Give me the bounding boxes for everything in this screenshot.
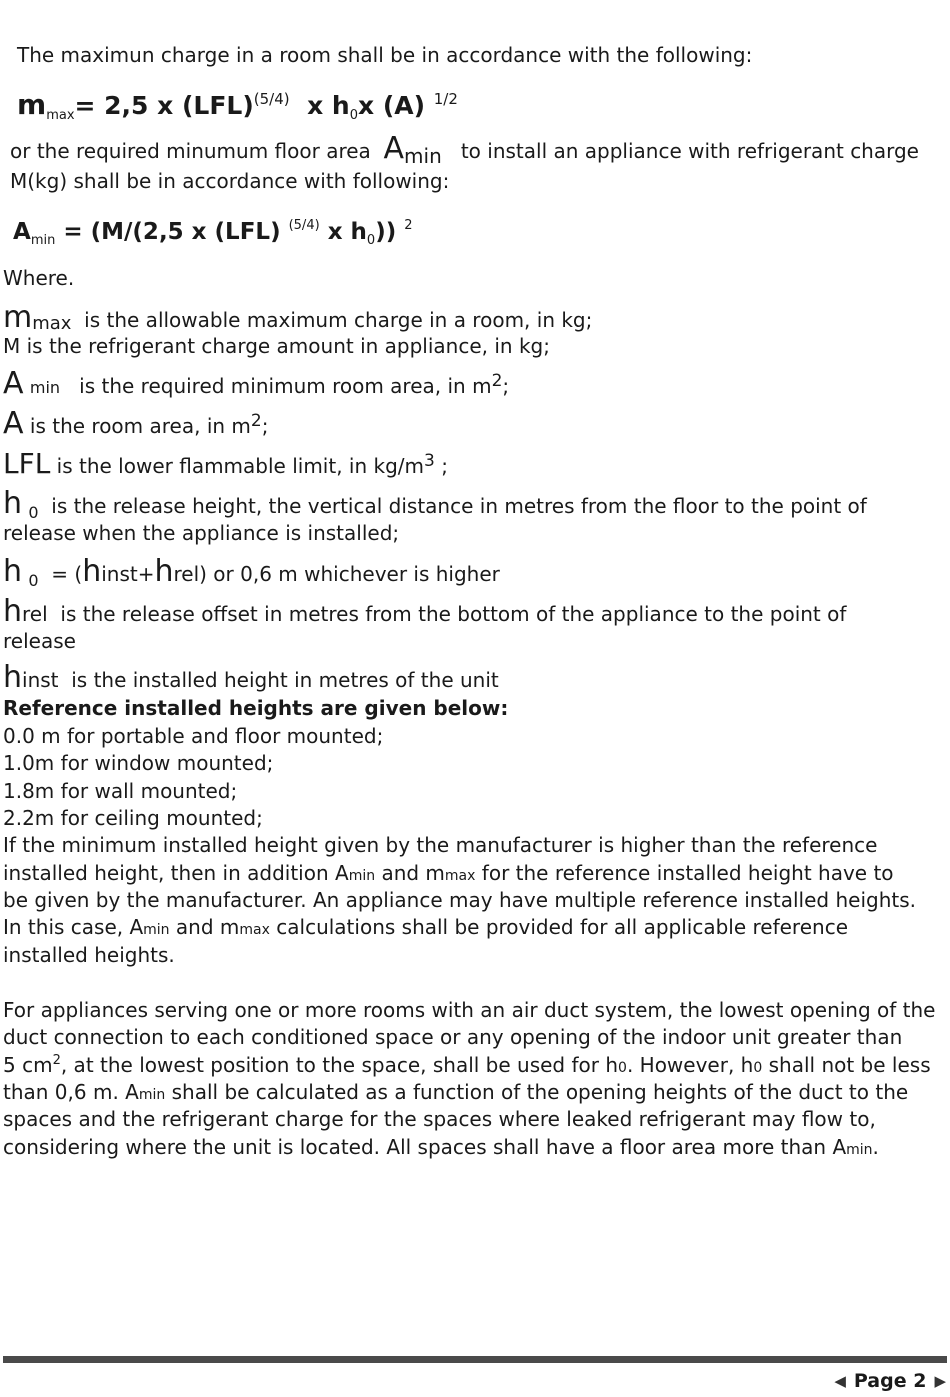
reference-item: 1.0m for window mounted; bbox=[3, 751, 274, 775]
paragraph-1-line: If the minimum installed height given by the manufacturer is higher than the reference bbox=[3, 833, 878, 857]
reference-item: 0.0 m for portable and floor mounted; bbox=[3, 724, 384, 748]
def-hrel-cont: release bbox=[3, 629, 76, 653]
def-h0-cont: release when the appliance is installed; bbox=[3, 521, 400, 545]
paragraph-2-line: than 0,6 m. Amin shall be calculated as a function of the opening heights of the duct to the bbox=[3, 1080, 909, 1104]
formula-amin: $A_{min} = (M/(2,5$ x (LFL) $^{(5/4)}$ x $h_0$)) $^2$ bbox=[13, 218, 413, 248]
def-hrel: hrel is the release offset in metres from the bottom of the appliance to the point of bbox=[3, 594, 847, 629]
paragraph-2-line: 5 $cm^2$, at the lowest position to the space, shall be used for h0. However, h0 shall not be less bbox=[3, 1053, 931, 1077]
def-M: M is the refrigerant charge amount in appliance, in kg; bbox=[3, 334, 550, 358]
page-number: Page 2 bbox=[853, 1370, 927, 1392]
reference-item: 1.8m for wall mounted; bbox=[3, 779, 238, 803]
paragraph-2-line: spaces and the refrigerant charge for the spaces where leaked refrigerant may flow to, bbox=[3, 1107, 876, 1131]
def-amin: A min is the required minimum room area, in $m^2$; bbox=[3, 366, 510, 401]
def-lfl: LFL is the lower flammable limit, in $kg/m^3$ ; bbox=[3, 447, 448, 480]
reference-item: 2.2m for ceiling mounted; bbox=[3, 806, 263, 830]
or-line: or the required minumum floor area Amin to install an appliance with refrigerant charge bbox=[10, 131, 919, 168]
formula-mmax: $m_{max}= 2,5$ x (LFL)$^{(5/4)}$ x $h_0x$ (A) $^{1/2}$ bbox=[17, 88, 458, 123]
where-label: Where. bbox=[3, 266, 75, 290]
def-hinst: hinst is the installed height in metres of the unit bbox=[3, 660, 499, 695]
paragraph-1-line: installed heights. bbox=[3, 943, 175, 967]
def-h0: h $_0$ is the release height, the vertical distance in metres from the floor to the point of bbox=[3, 486, 867, 522]
def-mmax: mmax is the allowable maximum charge in a room, in kg; bbox=[3, 300, 593, 335]
page-navigation bbox=[834, 1370, 946, 1392]
paragraph-1-line: be given by the manufacturer. An appliance may have multiple reference installed heights. bbox=[3, 888, 916, 912]
previous-page-icon[interactable]: ◀ bbox=[834, 1372, 846, 1390]
paragraph-2-line: duct connection to each conditioned space or any opening of the indoor unit greater than bbox=[3, 1025, 903, 1049]
paragraph-1-line: In this case, Amin and mmax calculations shall be provided for all applicable reference bbox=[3, 915, 848, 939]
def-h0-equation: h $_0$ = (hinst+hrel) or 0,6 m whichever is higher bbox=[3, 554, 500, 590]
paragraph-1-line: installed height, then in addition Amin and mmax for the reference installed height have to bbox=[3, 861, 894, 885]
paragraph-2-line: For appliances serving one or more rooms with an air duct system, the lowest opening of the bbox=[3, 998, 936, 1022]
paragraph-2-line: considering where the unit is located. All spaces shall have a floor area more than Amin. bbox=[3, 1135, 879, 1159]
reference-heading: Reference installed heights are given below: bbox=[3, 696, 509, 720]
footer-divider bbox=[3, 1356, 947, 1363]
or-line-2: M(kg) shall be in accordance with following: bbox=[10, 169, 450, 193]
intro-text: The maximun charge in a room shall be in accordance with the following: bbox=[17, 43, 753, 67]
next-page-icon[interactable]: ▶ bbox=[934, 1372, 946, 1390]
def-a: A is the room area, in $m^2$; bbox=[3, 406, 269, 441]
